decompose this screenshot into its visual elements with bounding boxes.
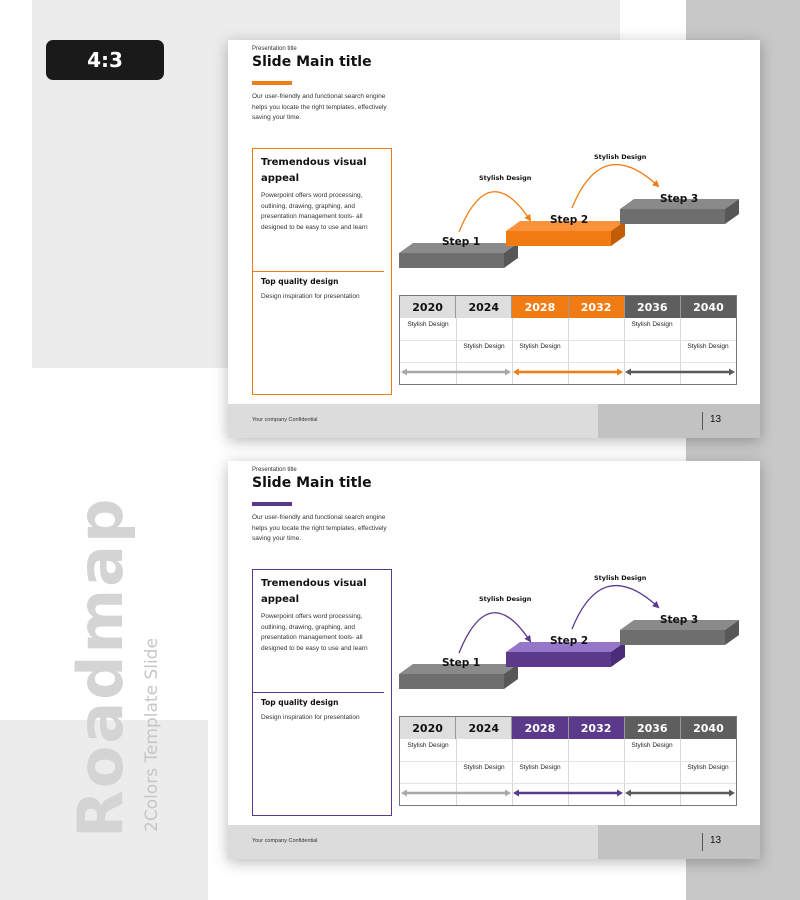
step3-platform-front (620, 630, 725, 645)
slide-purple (228, 461, 760, 859)
timeline-cell: Stylish Design (631, 321, 673, 328)
side-title: Roadmap (64, 496, 137, 838)
arc-label-2: Stylish Design (594, 153, 647, 161)
side-subtitle: 2Colors Template Slide (142, 638, 162, 832)
year-2036: 2036 (625, 717, 681, 739)
page-separator (702, 833, 703, 851)
page-number: 13 (710, 835, 722, 846)
year-2040: 2040 (681, 717, 736, 739)
page-separator (702, 412, 703, 430)
step-diagram (394, 557, 744, 697)
arrow-head (401, 369, 407, 376)
year-2020: 2020 (400, 296, 456, 318)
arrow-head (625, 790, 631, 797)
timeline-table (399, 716, 737, 806)
arrow-head (513, 790, 519, 797)
grid-line (400, 340, 736, 341)
arrow-head (513, 369, 519, 376)
box-text-2: Design inspiration for presentation (261, 293, 360, 300)
arrow-head (729, 790, 735, 797)
arrow-head (505, 790, 511, 797)
grid-line (400, 362, 736, 363)
step2-label: Step 2 (550, 635, 589, 647)
slide-footer (228, 404, 760, 438)
footer-panel (598, 404, 760, 438)
box-text: Powerpoint offers word processing, outlining, drawing, graphing, and presentation management tools- all designed to be easy to use and learn (261, 613, 368, 652)
year-2024: 2024 (456, 296, 512, 318)
timeline-cell: Stylish Design (407, 321, 449, 328)
arrow-head (617, 790, 623, 797)
arrow-head (729, 369, 735, 376)
step1-label: Step 1 (442, 657, 481, 669)
box-text: Powerpoint offers word processing, outlining, drawing, graphing, and presentation management tools- all designed to be easy to use and learn (261, 192, 368, 231)
slide-main-title: Slide Main title (252, 54, 372, 70)
timeline-header (400, 717, 736, 739)
page-number: 13 (710, 414, 722, 425)
year-2032: 2032 (569, 296, 625, 318)
box-heading-2: Top quality design (261, 277, 339, 286)
arc-label-2: Stylish Design (594, 574, 647, 582)
year-2032: 2032 (569, 717, 625, 739)
arc-label-1: Stylish Design (479, 174, 532, 182)
timeline-cell: Stylish Design (631, 742, 673, 749)
step1-platform-front (399, 674, 504, 689)
step3-label: Step 3 (660, 193, 699, 205)
arrow-head (505, 369, 511, 376)
slide-orange (228, 40, 760, 438)
timeline-cell: Stylish Design (407, 742, 449, 749)
box-heading: Tremendous visual appeal (261, 157, 367, 184)
info-box (252, 569, 392, 816)
step3-label: Step 3 (660, 614, 699, 626)
slide-footer (228, 825, 760, 859)
arrow-head (625, 369, 631, 376)
timeline-table (399, 295, 737, 385)
step3-platform-front (620, 209, 725, 224)
step2-platform-front (506, 652, 611, 667)
intro-text: Our user-friendly and functional search engine helps you locate the right templates, effectively saving your time. (252, 514, 387, 542)
timeline-cell: Stylish Design (463, 343, 505, 350)
year-2028: 2028 (512, 717, 568, 739)
arc-label-1: Stylish Design (479, 595, 532, 603)
grid-line (400, 783, 736, 784)
year-2040: 2040 (681, 296, 736, 318)
footer-confidential: Your company Confidential (252, 417, 318, 423)
timeline-cell: Stylish Design (687, 764, 729, 771)
box-heading-2: Top quality design (261, 698, 339, 707)
presentation-title: Presentation title (252, 467, 297, 473)
aspect-ratio-badge: 4:3 (46, 40, 164, 80)
step1-platform-front (399, 253, 504, 268)
box-divider (253, 692, 384, 693)
grid-line (400, 761, 736, 762)
footer-panel (598, 825, 760, 859)
timeline-cell: Stylish Design (519, 764, 561, 771)
box-divider (253, 271, 384, 272)
timeline-arrows (400, 366, 738, 378)
presentation-title: Presentation title (252, 46, 297, 52)
arrow-head (617, 369, 623, 376)
year-2020: 2020 (400, 717, 456, 739)
year-2028: 2028 (512, 296, 568, 318)
step2-platform-front (506, 231, 611, 246)
step1-label: Step 1 (442, 236, 481, 248)
slide-main-title: Slide Main title (252, 475, 372, 491)
timeline-header (400, 296, 736, 318)
timeline-arrows (400, 787, 738, 799)
box-text-2: Design inspiration for presentation (261, 714, 360, 721)
timeline-cell: Stylish Design (463, 764, 505, 771)
arrow-head (401, 790, 407, 797)
footer-confidential: Your company Confidential (252, 838, 318, 844)
info-box (252, 148, 392, 395)
title-accent-bar (252, 502, 292, 506)
timeline-cell: Stylish Design (519, 343, 561, 350)
step2-label: Step 2 (550, 214, 589, 226)
timeline-cell: Stylish Design (687, 343, 729, 350)
step-diagram (394, 136, 744, 276)
year-2024: 2024 (456, 717, 512, 739)
title-accent-bar (252, 81, 292, 85)
intro-text: Our user-friendly and functional search engine helps you locate the right templates, effectively saving your time. (252, 93, 387, 121)
box-heading: Tremendous visual appeal (261, 578, 367, 605)
year-2036: 2036 (625, 296, 681, 318)
